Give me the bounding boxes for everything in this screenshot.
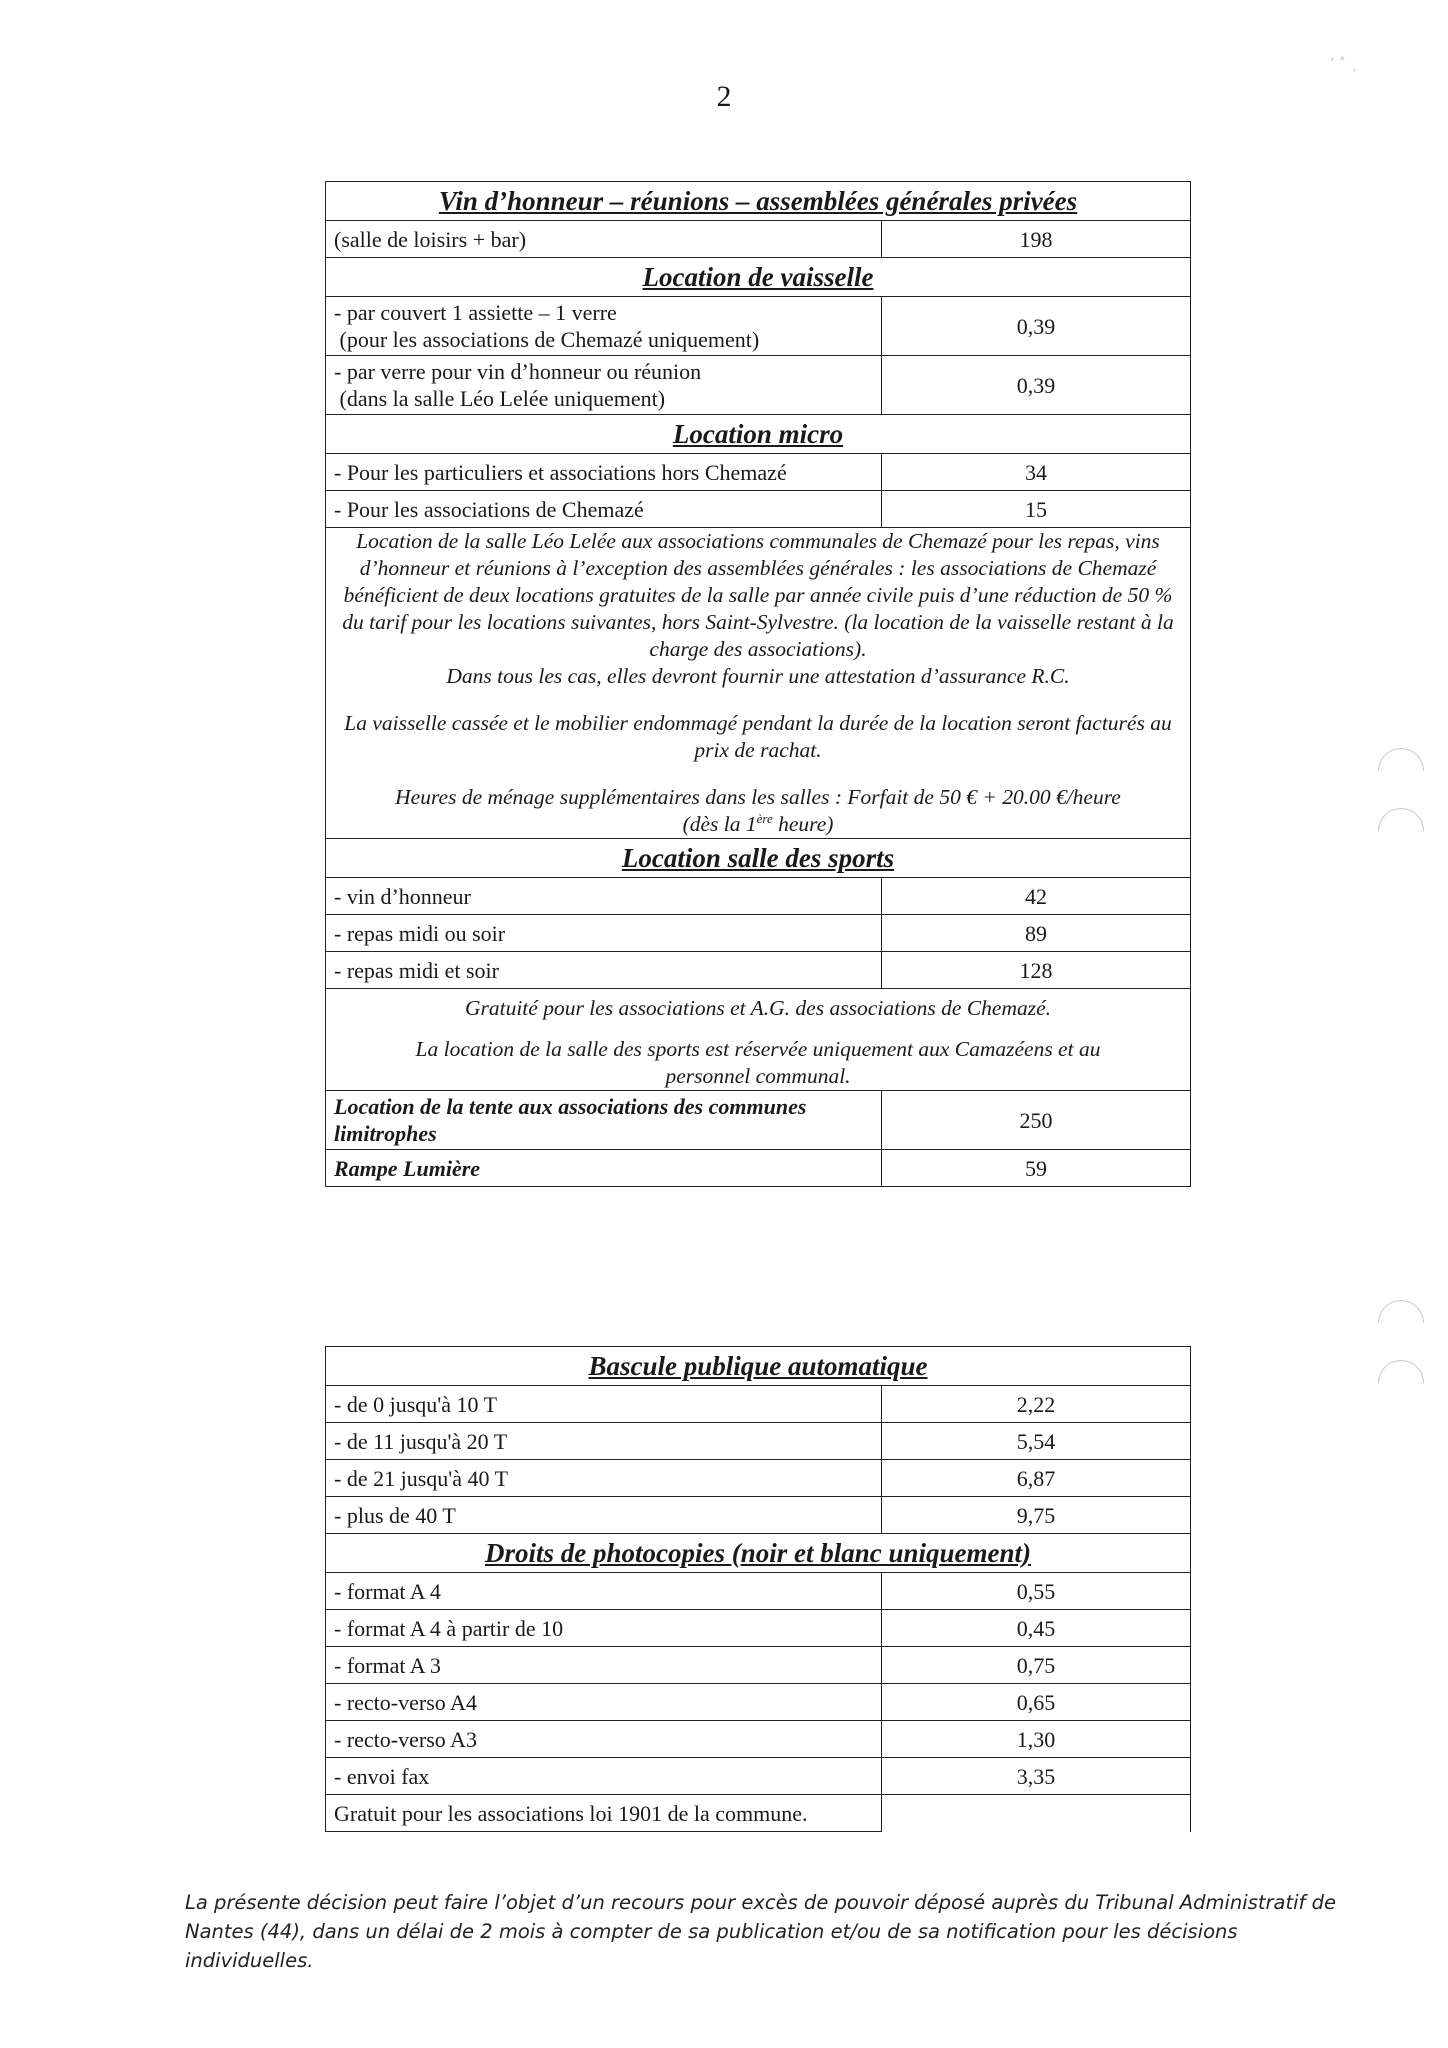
row-value: 34 xyxy=(882,454,1191,491)
row-value: 9,75 xyxy=(882,1497,1191,1534)
row-value: 59 xyxy=(882,1150,1191,1187)
row-value: 0,75 xyxy=(882,1647,1191,1684)
row-value: 198 xyxy=(882,221,1191,258)
table-row xyxy=(326,1386,1191,1423)
table-row xyxy=(326,454,1191,491)
section-title: Location micro xyxy=(326,415,1191,454)
note-text: Dans tous les cas, elles devront fournir une attestation d’assurance R.C. xyxy=(446,664,1070,688)
table-row xyxy=(326,221,1191,258)
section-title: Vin d’honneur – réunions – assemblées générales privées xyxy=(326,182,1191,221)
note-paragraph xyxy=(334,528,1182,690)
table-row xyxy=(326,491,1191,528)
row-label: - format A 4 xyxy=(326,1573,882,1610)
table-row xyxy=(326,1091,1191,1150)
table-row xyxy=(326,356,1191,415)
row-label: - format A 3 xyxy=(326,1647,882,1684)
scan-speck: ʼ ˄ ˏ xyxy=(1330,56,1358,72)
row-value: 3,35 xyxy=(882,1758,1191,1795)
row-label: - recto-verso A4 xyxy=(326,1684,882,1721)
row-label: - Pour les associations de Chemazé xyxy=(326,491,882,528)
table-row xyxy=(326,1573,1191,1610)
table-row xyxy=(326,1795,1191,1832)
row-label: - vin d’honneur xyxy=(326,878,882,915)
note-paragraph xyxy=(334,784,1182,838)
conditions-note-row xyxy=(326,528,1191,839)
row-label: - de 11 jusqu'à 20 T xyxy=(326,1423,882,1460)
row-value: 250 xyxy=(882,1091,1191,1150)
section-title: Droits de photocopies (noir et blanc uniquement) xyxy=(326,1534,1191,1573)
row-label: - Pour les particuliers et associations hors Chemazé xyxy=(326,454,882,491)
row-label-line: - par couvert 1 assiette – 1 verre xyxy=(334,300,617,325)
section-header-vin-honneur xyxy=(326,182,1191,221)
table-row xyxy=(326,915,1191,952)
table-row xyxy=(326,1610,1191,1647)
note-text: heure) xyxy=(772,812,834,836)
row-value: 0,39 xyxy=(882,297,1191,356)
row-label xyxy=(326,297,882,356)
row-value: 0,39 xyxy=(882,356,1191,415)
section-header-bascule xyxy=(326,1347,1191,1386)
row-label: - envoi fax xyxy=(326,1758,882,1795)
table-row xyxy=(326,1758,1191,1795)
row-value: 5,54 xyxy=(882,1423,1191,1460)
section-header-vaisselle xyxy=(326,258,1191,297)
conditions-note xyxy=(326,528,1191,839)
row-label-line: (dans la salle Léo Lelée uniquement) xyxy=(334,386,666,411)
tarifs-table-bascule-photocopies xyxy=(325,1346,1191,1832)
punch-hole-mark xyxy=(1368,738,1433,803)
row-label: - recto-verso A3 xyxy=(326,1721,882,1758)
row-label: - repas midi ou soir xyxy=(326,915,882,952)
note-paragraph: Gratuité pour les associations et A.G. des associations de Chemazé. xyxy=(464,996,1052,1020)
row-value: 0,65 xyxy=(882,1684,1191,1721)
note-text: (dès la 1 xyxy=(682,812,757,836)
section-title: Location salle des sports xyxy=(326,839,1191,878)
table-row xyxy=(326,1647,1191,1684)
table-row xyxy=(326,1721,1191,1758)
table-row xyxy=(326,1460,1191,1497)
row-label: - repas midi et soir xyxy=(326,952,882,989)
row-value: 15 xyxy=(882,491,1191,528)
table-row xyxy=(326,297,1191,356)
row-label: - de 0 jusqu'à 10 T xyxy=(326,1386,882,1423)
punch-hole-mark xyxy=(1368,798,1433,863)
section-header-salle-sports xyxy=(326,839,1191,878)
note-text: Location de la salle Léo Lelée aux associations communales de Chemazé pour les repas, vins d’honneur et réunions à l’exception des assemblées générales : les associations de Chemazé bénéficient de deux locations gratuites de la salle par année civile puis d’une réduction de 50 % du tarif pour les locations suivantes, hors Saint-Sylvestre. (la location de la vaisselle restant à la charge des associations). xyxy=(342,529,1174,661)
note-superscript: ère xyxy=(756,810,773,826)
note-paragraph: La location de la salle des sports est réservée uniquement aux Camazéens et au personnel communal. xyxy=(415,1037,1101,1088)
table-row xyxy=(326,952,1191,989)
punch-hole-mark xyxy=(1368,1290,1433,1355)
row-label: - de 21 jusqu'à 40 T xyxy=(326,1460,882,1497)
row-label: - format A 4 à partir de 10 xyxy=(326,1610,882,1647)
section-title: Location de vaisselle xyxy=(326,258,1191,297)
row-value: 128 xyxy=(882,952,1191,989)
table-row xyxy=(326,1150,1191,1187)
section-header-micro xyxy=(326,415,1191,454)
row-value: 42 xyxy=(882,878,1191,915)
table-row xyxy=(326,1497,1191,1534)
row-label: Rampe Lumière xyxy=(326,1150,882,1187)
note-text: Heures de ménage supplémentaires dans les salles : Forfait de 50 € + 20.00 €/heure xyxy=(395,785,1121,809)
tarifs-table-salles xyxy=(325,181,1191,1187)
punch-hole-mark xyxy=(1368,1350,1433,1415)
sports-note xyxy=(326,989,1191,1091)
row-label: - plus de 40 T xyxy=(326,1497,882,1534)
row-label: (salle de loisirs + bar) xyxy=(326,221,882,258)
row-value: 6,87 xyxy=(882,1460,1191,1497)
note-paragraph: La vaisselle cassée et le mobilier endommagé pendant la durée de la location seront facturés au prix de rachat. xyxy=(344,711,1172,762)
table-row xyxy=(326,1423,1191,1460)
row-value: 0,45 xyxy=(882,1610,1191,1647)
row-label: Gratuit pour les associations loi 1901 de la commune. xyxy=(326,1795,882,1832)
row-value: 2,22 xyxy=(882,1386,1191,1423)
row-value: 89 xyxy=(882,915,1191,952)
row-label: Location de la tente aux associations des communes limitrophes xyxy=(326,1091,882,1150)
section-title: Bascule publique automatique xyxy=(326,1347,1191,1386)
row-label-line: - par verre pour vin d’honneur ou réunion xyxy=(334,359,702,384)
page-number: 2 xyxy=(716,80,732,113)
legal-footer: La présente décision peut faire l’objet d’un recours pour excès de pouvoir déposé auprès du Tribunal Administratif de Nantes (44), dans un délai de 2 mois à compter de sa publication et/ou de sa notification pour les décisions individuelles. xyxy=(185,1891,1336,1972)
table-row xyxy=(326,878,1191,915)
row-value: 1,30 xyxy=(882,1721,1191,1758)
row-value: 0,55 xyxy=(882,1573,1191,1610)
table-row xyxy=(326,1684,1191,1721)
section-header-photocopies xyxy=(326,1534,1191,1573)
row-label xyxy=(326,356,882,415)
row-label-line: (pour les associations de Chemazé uniquement) xyxy=(334,327,760,352)
row-value-empty xyxy=(882,1795,1191,1832)
sports-note-row xyxy=(326,989,1191,1091)
